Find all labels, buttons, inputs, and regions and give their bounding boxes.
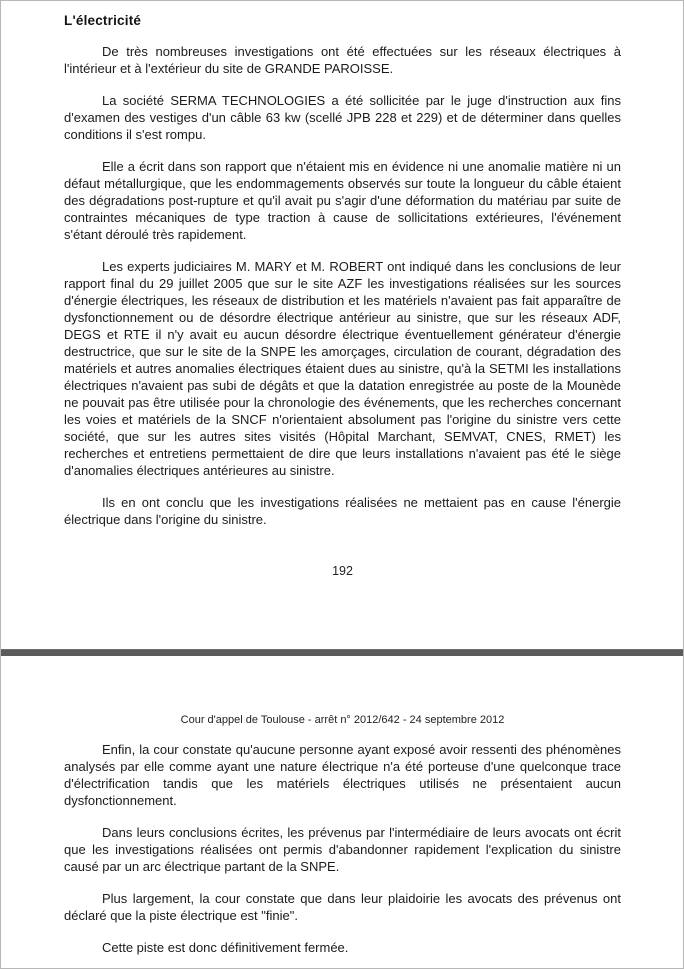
paragraph: Elle a écrit dans son rapport que n'étaient mis en évidence ni une anomalie matière ni un défaut métallurgique, que les endommagements observés sur toute la longueur du câble étaient des dégradations post-rupture et qu'il avait pu s'agir d'une déformation du matériau par suite de contraintes mécaniques de type traction à cause de sollicitations extérieures, l'événement s'étant déroulé très rapidement. [64,159,621,242]
paragraph: Plus largement, la cour constate que dans leur plaidoirie les avocats des prévenus ont déclaré que la piste électrique est "finie". [64,891,621,923]
paragraph: De très nombreuses investigations ont été effectuées sur les réseaux électriques à l'intérieur et à l'extérieur du site de GRANDE PAROISSE. [64,44,621,76]
paragraph: Dans leurs conclusions écrites, les prévenus par l'intermédiaire de leurs avocats ont écrit que les investigations réalisées ont permis d'abandonner rapidement l'explication du sinistre causé par un arc électrique partant de la SNPE. [64,825,621,874]
section-heading: L'électricité [64,13,142,28]
paragraph: La société SERMA TECHNOLOGIES a été sollicitée par le juge d'instruction aux fins d'examen des vestiges d'un câble 63 kw (scellé JPB 228 et 229) et de déterminer dans quelles conditions il s'est rompu. [64,93,621,142]
paragraph: Les experts judiciaires M. MARY et M. ROBERT ont indiqué dans les conclusions de leur rapport final du 29 juillet 2005 que sur le site AZF les investigations réalisées sur les sources d'énergie électriques, les réseaux de distribution et les matériels n'avaient pas fait apparaître de dysfonctionnement ou de désordre électrique antérieur au sinistre, que sur les réseaux ADF, DEGS et RTE il n'y avait eu aucun désordre électrique éventuellement générateur d'énergie destructrice, que sur le site de la SNPE les amorçages, circulation de courant, dégradation des matériels et autres anomalies électriques étaient dues au sinistre, qu'à la SETMI les installations électriques n'avaient pas subi de dégâts et que la datation enregistrée au poste de la Mounède ne pouvait pas être utilisée pour la chronologie des événements, que les recherches concernant les voies et matériels de la SNCF n'orientaient absolument pas l'origine du sinistre vers cette société, que sur les autres sites visités (Hôpital Marchant, SEMVAT, CNES, RMET) les recherches et entretiens permettaient de dire que leurs installations n'avaient pas été le siège d'anomalies électriques antérieures au sinistre. [64,259,621,478]
page-header: Cour d'appel de Toulouse - arrêt n° 2012/642 - 24 septembre 2012 [180,714,505,726]
page-divider [1,649,683,656]
paragraph: Enfin, la cour constate qu'aucune personne ayant exposé avoir ressenti des phénomènes analysés par elle comme ayant une nature électrique n'a été porteuse d'une quelconque trace d'électrification tandis que les matériels électriques utilisés ne présentaient aucun dysfonctionnement. [64,742,621,808]
page-number: 192 [332,564,353,578]
page-next [1,656,683,968]
paragraph: Ils en ont conclu que les investigations réalisées ne mettaient pas en cause l'énergie électrique dans l'origine du sinistre. [64,495,621,527]
paragraph: Cette piste est donc définitivement fermée. [102,940,349,955]
page-192 [1,1,683,649]
